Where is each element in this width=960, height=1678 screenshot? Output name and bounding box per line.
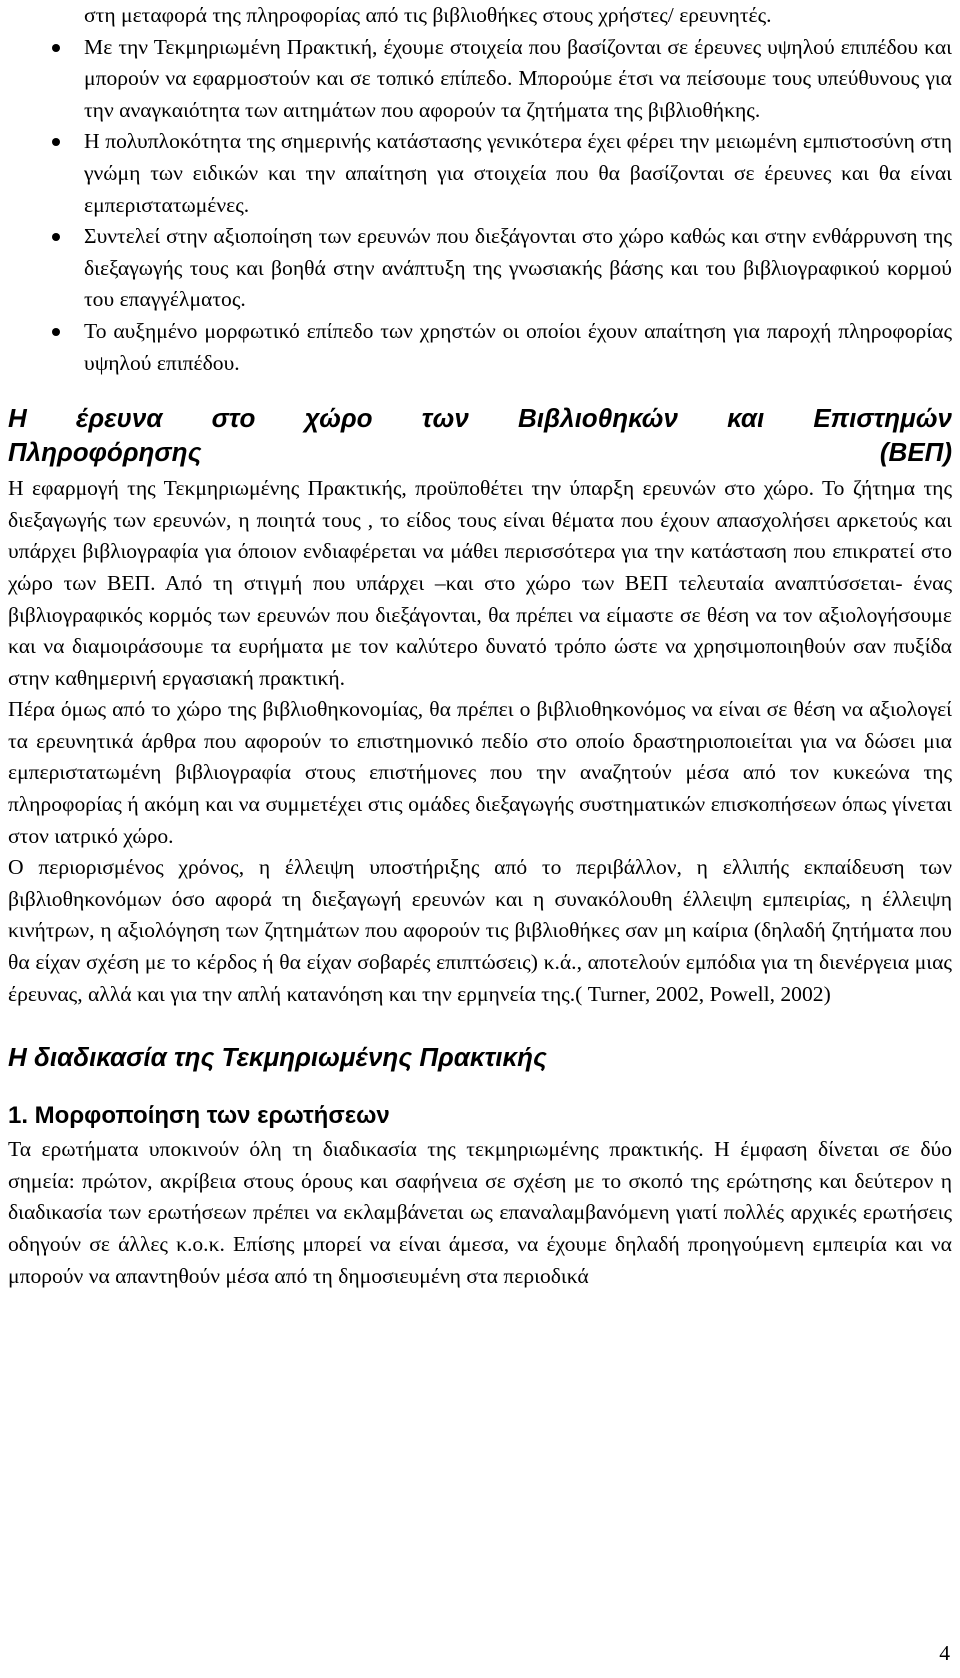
bullet-item: [84, 32, 952, 127]
bullet-list: [8, 0, 952, 379]
bullet-item: [84, 316, 952, 379]
section-heading-line1: Η έρευνα στο χώρο των Βιβλιοθηκών και Επιστημών: [8, 403, 952, 434]
bullet-text: στη μεταφορά της πληροφορίας από τις βιβλιοθήκες στους χρήστες/ ερευνητές.: [84, 3, 772, 27]
document-page: [8, 0, 952, 1292]
section-heading-process: Η διαδικασία της Τεκμηριωμένης Πρακτικής: [8, 1042, 547, 1073]
paragraph-2: Πέρα όμως από το χώρο της βιβλιοθηκονομίας, θα πρέπει ο βιβλιοθηκονόμος να είναι σε θέση να αξιολογεί τα ερευνητικά άρθρα που αφορούν το επιστημονικό πεδίο στο οποίο δραστηριοποιείται για να δώσει μια εμπεριστατωμένη βιβλιογραφία στους επιστήμονες που την αναζητούν μέσα από τον κυκεώνα της πληροφορίας ή ακόμη και να συμμετέχει στις ομάδες διεξαγωγής συστηματικών επισκοπήσεων όπως γίνεται στον ιατρικό χώρο.: [8, 697, 952, 848]
bullet-item: [84, 221, 952, 316]
bullet-item: [84, 126, 952, 221]
bullet-dot-icon: [52, 138, 60, 146]
paragraph-4: Τα ερωτήματα υποκινούν όλη τη διαδικασία της τεκμηριωμένης πρακτικής. Η έμφαση δίνεται σε δύο σημεία: πρώτον, ακρίβεια στους όρους και σαφήνεια σε σχέση με το σκοπό της ερώτησης και δεύτερον η διαδικασία των ερωτήσεων πρέπει να εκλαμβάνεται ως επαναλαμβανόμενη γιατί πολλές αρχικές ερωτήσεις οδηγούν σε άλλες κ.ο.κ. Επίσης μπορεί να είναι άμεσα, να έχουμε δηλαδή προηγούμενη εμπειρία και να μπορούν να απαντηθούν μέσα από τη δημοσιευμένη στα περιοδικά: [8, 1137, 952, 1288]
section-heading-research: [8, 401, 952, 469]
bullet-text: Συντελεί στην αξιοποίηση των ερευνών που διεξάγονται στο χώρο καθώς και στην ενθάρρυνση της διεξαγωγής τους και βοηθά στην ανάπτυξη της γνωσιακής βάσης και του βιβλιογραφικού κορμού του επαγγέλματος.: [84, 224, 952, 312]
bullet-dot-icon: [52, 328, 60, 336]
bullet-text: Το αυξημένο μορφωτικό επίπεδο των χρηστών οι οποίοι έχουν απαίτηση για παροχή πληροφορίας υψηλού επιπέδου.: [84, 318, 952, 375]
page-number: 4: [939, 1641, 950, 1665]
paragraph-1: Η εφαρμογή της Τεκμηριωμένης Πρακτικής, προϋποθέτει την ύπαρξη ερευνών στο χώρο. Το ζήτημα της διεξαγωγής των ερευνών, η ποιητά τους , το είδος τους είναι θέματα που έχουν απασχολήσει αρκετούς και υπάρχει βιβλιογραφία για όποιον ενδιαφέρεται να μάθει περισσότερα για την κατάσταση που επικρατεί στο χώρο των ΒΕΠ. Από τη στιγμή που υπάρχει –και στο χώρο των ΒΕΠ τελευταία αναπτύσσεται- ένας βιβλιογραφικός κορμός των ερευνών που διεξάγονται, θα πρέπει να είμαστε σε θέση να τον αξιολογήσουμε και να διαμοιράσουμε τα ευρήματα με τον καλύτερο δυνατό τρόπο ώστε να χρησιμοποιηθούν σαν πυξίδα στην καθημερινή εργασιακή πρακτική.: [8, 476, 952, 690]
bullet-dot-icon: [52, 233, 60, 241]
bullet-text: Με την Τεκμηριωμένη Πρακτική, έχουμε στοιχεία που βασίζονται σε έρευνες υψηλού επιπέδου και μπορούν να εφαρμοστούν και σε τοπικό επίπεδο. Μπορούμε έτσι να πείσουμε τους υπεύθυνους για την αναγκαιότητα των αιτημάτων που αφορούν τα ζητήματα της βιβλιοθήκης.: [84, 34, 952, 122]
section-heading-line2: Πληροφόρησης (ΒΕΠ): [8, 437, 952, 468]
bullet-item-continued: [84, 0, 952, 32]
subsection-heading: 1. Μορφοποίηση των ερωτήσεων: [8, 1102, 390, 1130]
bullet-text: Η πολυπλοκότητα της σημερινής κατάστασης γενικότερα έχει φέρει την μειωμένη εμπιστοσύνη στη γνώμη των ειδικών και την απαίτηση για στοιχεία που θα βασίζονται σε έρευνες και θα είναι εμπεριστατωμένες.: [84, 129, 952, 217]
bullet-dot-icon: [52, 44, 60, 52]
paragraph-3: Ο περιορισμένος χρόνος, η έλλειψη υποστήριξης από το περιβάλλον, η ελλιπής εκπαίδευση των βιβλιοθηκονόμων όσο αφορά τη διεξαγωγή ερευνών και η συνακόλουθη έλλειψη εμπειρίας, η έλλειψη κινήτρων, η αξιολόγηση των ζητημάτων που αφορούν τις βιβλιοθήκες σαν μη καίρια (δηλαδή ζητήματα που θα είχαν σχέση με το κέρδος ή θα είχαν σοβαρές επιπτώσεις) κ.ά., αποτελούν εμπόδια για τη διενέργεια μιας έρευνας, αλλά και για την απλή κατανόηση και την ερμηνεία της.( Turner, 2002, Powell, 2002): [8, 855, 952, 1006]
